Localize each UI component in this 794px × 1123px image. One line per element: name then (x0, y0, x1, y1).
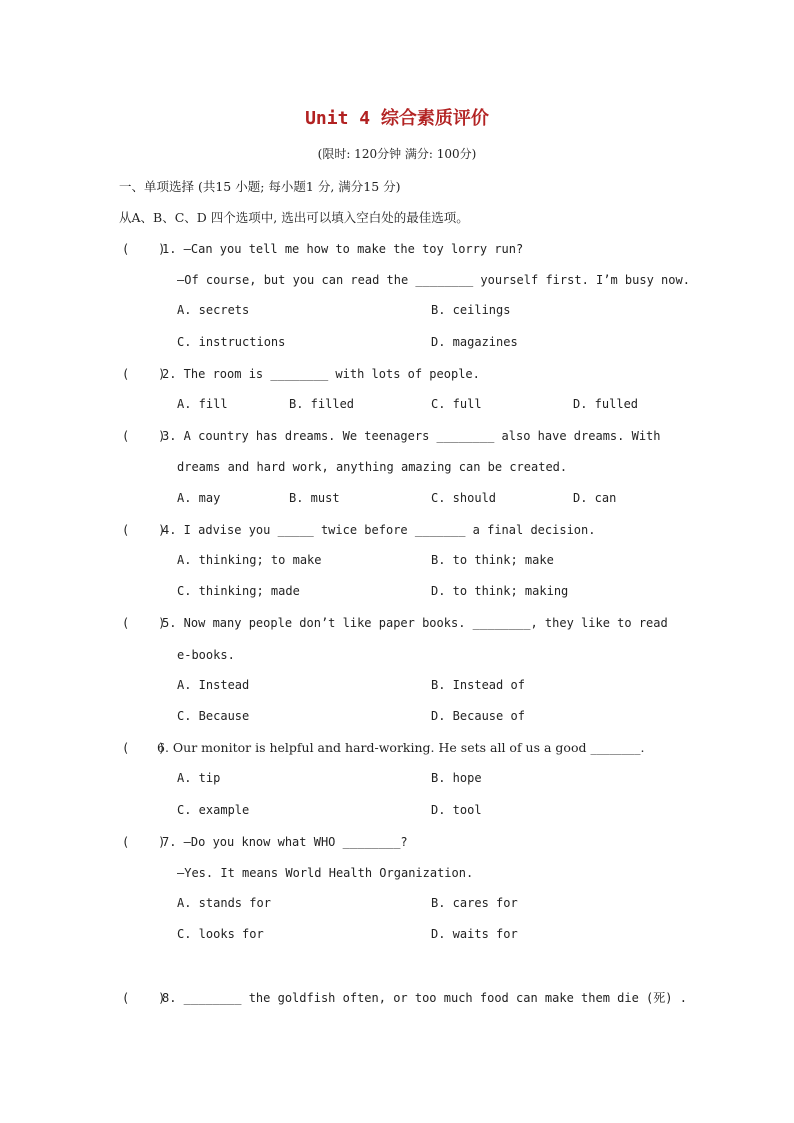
q3-option-c[interactable]: C. should (431, 491, 497, 505)
q7-option-b[interactable]: B. cares for (431, 896, 518, 910)
q4-option-c[interactable]: C. thinking; made (177, 584, 300, 598)
answer-bracket-6[interactable]: ( ) (122, 741, 166, 755)
question-5-stem: 5. Now many people don’t like paper books. ________, they like to read (162, 616, 668, 630)
q7-option-a[interactable]: A. stands for (177, 896, 271, 910)
answer-bracket-4[interactable]: ( ) (122, 523, 166, 537)
q1-option-d[interactable]: D. magazines (431, 335, 518, 349)
q6-option-a[interactable]: A. tip (177, 771, 221, 785)
answer-bracket-1[interactable]: ( ) (122, 242, 166, 256)
q2-option-c[interactable]: C. full (431, 397, 482, 411)
q3-option-b[interactable]: B. must (289, 491, 340, 505)
question-3-stem-2: dreams and hard work, anything amazing can be created. (177, 460, 568, 474)
answer-bracket-7[interactable]: ( ) (122, 835, 166, 849)
q5-option-b[interactable]: B. Instead of (431, 678, 525, 692)
q5-option-d[interactable]: D. Because of (431, 709, 525, 723)
q4-option-b[interactable]: B. to think; make (431, 553, 554, 567)
q1-option-a[interactable]: A. secrets (177, 303, 250, 317)
q4-option-d[interactable]: D. to think; making (431, 584, 569, 598)
page-title: Unit 4 综合素质评价 (305, 108, 489, 129)
section-heading: 一、单项选择 (共15 小题; 每小题1 分, 满分15 分) (119, 179, 401, 194)
q3-option-a[interactable]: A. may (177, 491, 221, 505)
q2-option-b[interactable]: B. filled (289, 397, 355, 411)
q7-option-d[interactable]: D. waits for (431, 927, 518, 941)
question-8-stem: 8. ________ the goldfish often, or too much food can make them die (死) . (162, 991, 687, 1005)
answer-bracket-3[interactable]: ( ) (122, 429, 166, 443)
q6-option-c[interactable]: C. example (177, 803, 250, 817)
q5-option-a[interactable]: A. Instead (177, 678, 250, 692)
answer-bracket-2[interactable]: ( ) (122, 367, 166, 381)
q6-option-b[interactable]: B. hope (431, 771, 482, 785)
question-6-stem: 6. Our monitor is helpful and hard-working. He sets all of us a good ________. (157, 740, 645, 755)
question-7-stem: 7. —Do you know what WHO ________? (162, 835, 408, 849)
question-7-stem-2: —Yes. It means World Health Organization. (177, 866, 474, 880)
q3-option-d[interactable]: D. can (573, 491, 617, 505)
q2-option-a[interactable]: A. fill (177, 397, 228, 411)
question-1-stem-2: —Of course, but you can read the ________ yourself first. I’m busy now. (177, 273, 690, 287)
q7-option-c[interactable]: C. looks for (177, 927, 264, 941)
section-instruction: 从A、B、C、D 四个选项中, 选出可以填入空白处的最佳选项。 (119, 210, 469, 225)
question-4-stem: 4. I advise you _____ twice before _______ a final decision. (162, 523, 596, 537)
q1-option-c[interactable]: C. instructions (177, 335, 286, 349)
question-5-stem-2: e-books. (177, 648, 235, 662)
answer-bracket-5[interactable]: ( ) (122, 616, 166, 630)
q6-option-d[interactable]: D. tool (431, 803, 482, 817)
q2-option-d[interactable]: D. fulled (573, 397, 639, 411)
time-limit-subtitle: (限时: 120分钟 满分: 100分) (317, 147, 477, 161)
q5-option-c[interactable]: C. Because (177, 709, 250, 723)
q4-option-a[interactable]: A. thinking; to make (177, 553, 322, 567)
q1-option-b[interactable]: B. ceilings (431, 303, 511, 317)
answer-bracket-8[interactable]: ( ) (122, 991, 166, 1005)
question-1-stem: 1. —Can you tell me how to make the toy lorry run? (162, 242, 524, 256)
question-2-stem: 2. The room is ________ with lots of people. (162, 367, 480, 381)
question-3-stem: 3. A country has dreams. We teenagers ________ also have dreams. With (162, 429, 661, 443)
